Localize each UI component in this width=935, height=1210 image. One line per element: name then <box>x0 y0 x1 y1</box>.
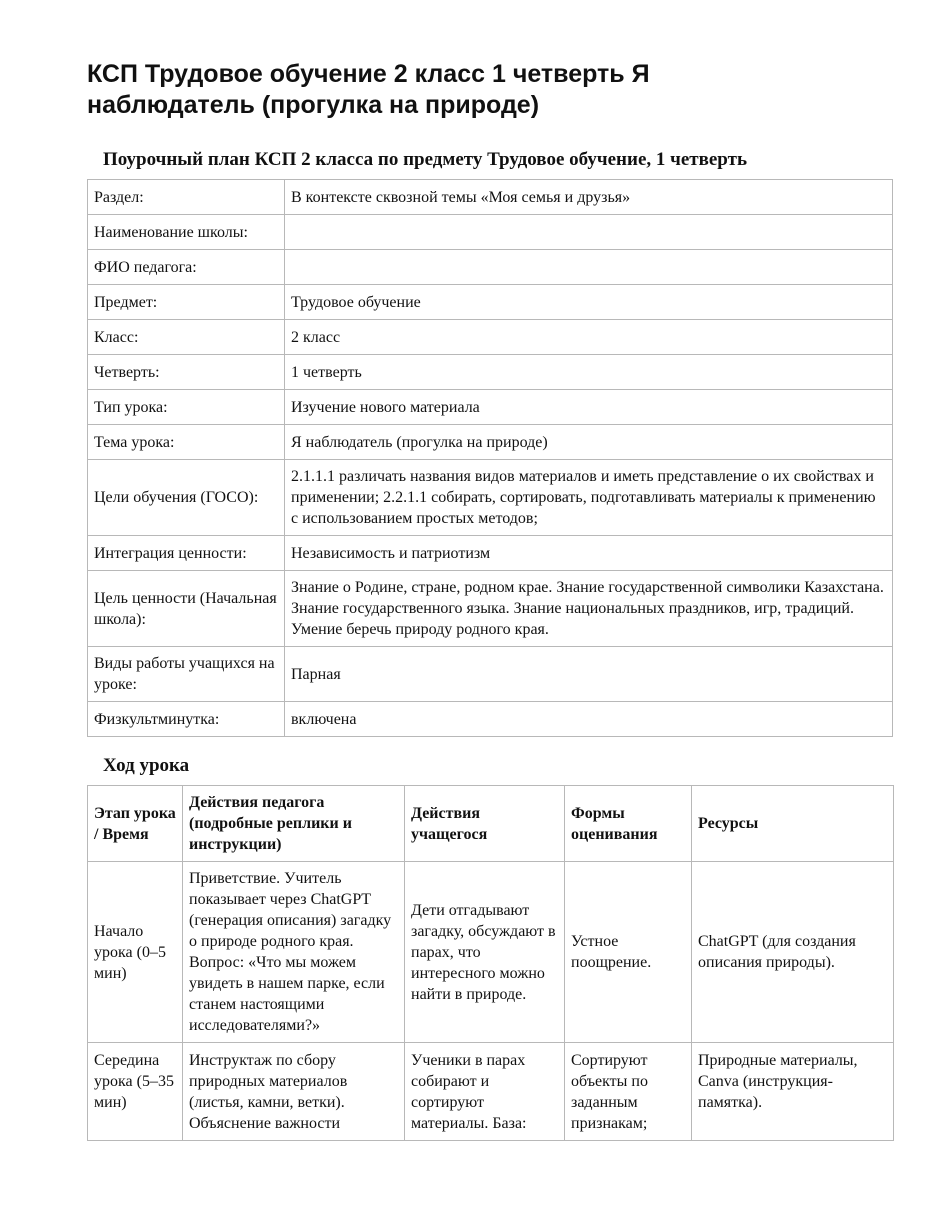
row-label: Четверть: <box>88 355 285 390</box>
row-label: Виды работы учащихся на уроке: <box>88 647 285 702</box>
table-row <box>88 571 893 647</box>
plan-heading: Поурочный план КСП 2 класса по предмету Трудовое обучение, 1 четверть <box>103 149 747 170</box>
column-header-teacher-actions: Действия педагога (подробные реплики и инструкции) <box>183 786 405 862</box>
document-title: КСП Трудовое обучение 2 класс 1 четверть Я наблюдатель (прогулка на природе) <box>87 60 650 119</box>
row-value: 2.1.1.1 различать названия видов материалов и иметь представление о их свойствах и применении; 2.2.1.1 собирать, сортировать, подготавливать материалы к применению с использованием простых методов; <box>285 460 893 536</box>
column-header-resources: Ресурсы <box>692 786 894 862</box>
table-row <box>88 647 893 702</box>
row-label: Тема урока: <box>88 425 285 460</box>
student-actions-cell: Дети отгадывают загадку, обсуждают в парах, что интересного можно найти в природе. <box>405 862 565 1043</box>
row-value: Независимость и патриотизм <box>285 536 893 571</box>
column-header-student-actions: Действия учащегося <box>405 786 565 862</box>
table-row <box>88 702 893 737</box>
assessment-cell: Устное поощрение. <box>565 862 692 1043</box>
row-label: Класс: <box>88 320 285 355</box>
row-label: Раздел: <box>88 180 285 215</box>
row-value: 2 класс <box>285 320 893 355</box>
lesson-flow-table <box>87 785 894 1141</box>
table-row <box>88 1043 894 1141</box>
row-value: Изучение нового материала <box>285 390 893 425</box>
row-value: В контексте сквозной темы «Моя семья и друзья» <box>285 180 893 215</box>
row-label: Наименование школы: <box>88 215 285 250</box>
table-row <box>88 355 893 390</box>
stage-cell: Середина урока (5–35 мин) <box>88 1043 183 1141</box>
row-value: Парная <box>285 647 893 702</box>
row-label: Предмет: <box>88 285 285 320</box>
resources-cell: Природные материалы, Canva (инструкция-памятка). <box>692 1043 894 1141</box>
student-actions-cell: Ученики в парах собирают и сортируют материалы. База: <box>405 1043 565 1141</box>
table-row <box>88 425 893 460</box>
stage-cell: Начало урока (0–5 мин) <box>88 862 183 1043</box>
column-header-assessment: Формы оценивания <box>565 786 692 862</box>
row-value: Я наблюдатель (прогулка на природе) <box>285 425 893 460</box>
row-value: Знание о Родине, стране, родном крае. Знание государственной символики Казахстана. Знание государственного языка. Знание национальных праздников, игр, традиций. Умение беречь природу родного края. <box>285 571 893 647</box>
table-row <box>88 285 893 320</box>
teacher-actions-cell: Приветствие. Учитель показывает через ChatGPT (генерация описания) загадку о природе родного края. Вопрос: «Что мы можем увидеть в нашем парке, если станем настоящими исследователями?» <box>183 862 405 1043</box>
table-header-row <box>88 786 894 862</box>
table-row <box>88 215 893 250</box>
resources-cell: ChatGPT (для создания описания природы). <box>692 862 894 1043</box>
row-label: Физкультминутка: <box>88 702 285 737</box>
table-row <box>88 536 893 571</box>
row-label: Интеграция ценности: <box>88 536 285 571</box>
lesson-flow-heading: Ход урока <box>103 755 190 776</box>
row-value <box>285 215 893 250</box>
row-value: включена <box>285 702 893 737</box>
row-value <box>285 250 893 285</box>
row-value: 1 четверть <box>285 355 893 390</box>
row-label: Тип урока: <box>88 390 285 425</box>
table-row <box>88 460 893 536</box>
assessment-cell: Сортируют объекты по заданным признакам; <box>565 1043 692 1141</box>
table-row <box>88 390 893 425</box>
table-row <box>88 180 893 215</box>
column-header-stage: Этап урока / Время <box>88 786 183 862</box>
teacher-actions-cell: Инструктаж по сбору природных материалов (листья, камни, ветки). Объяснение важности <box>183 1043 405 1141</box>
row-label: Цели обучения (ГОСО): <box>88 460 285 536</box>
table-row <box>88 250 893 285</box>
row-label: Цель ценности (Начальная школа): <box>88 571 285 647</box>
row-value: Трудовое обучение <box>285 285 893 320</box>
lesson-info-table <box>87 179 893 737</box>
table-row <box>88 862 894 1043</box>
table-row <box>88 320 893 355</box>
row-label: ФИО педагога: <box>88 250 285 285</box>
